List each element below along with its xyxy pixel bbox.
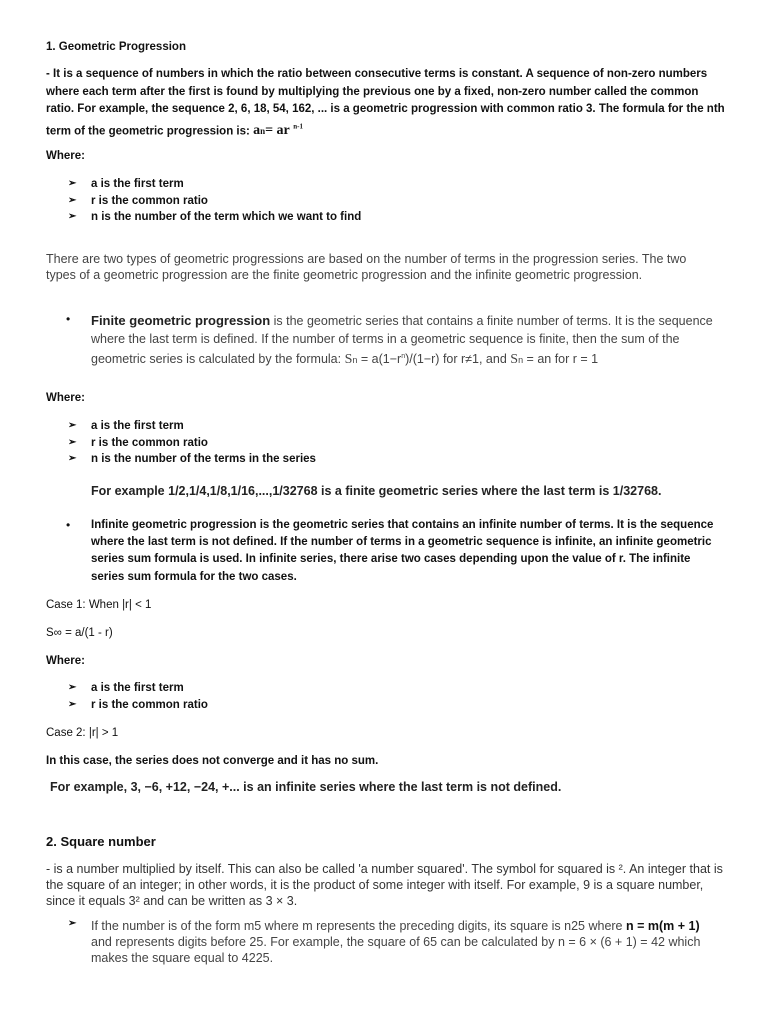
arrow-bullet-icon: ➢ bbox=[68, 698, 77, 710]
case-1-formula: S∞ = a/(1 - r) bbox=[46, 627, 113, 639]
where-list-1 bbox=[68, 176, 361, 226]
arrow-bullet-icon: ➢ bbox=[68, 453, 77, 464]
list-item: ➢ r is the common ratio bbox=[68, 435, 316, 452]
list-item: ➢ r is the common ratio bbox=[68, 193, 361, 210]
square-bullet: If the number is of the form m5 where m represents the preceding digits, its square is n25 where n = m(m + 1) and represents digits before 25. For example, the square of 65 can be calculated by n = 6 × (6 + 1) = 42 which makes the square equal to 4225. bbox=[91, 919, 701, 965]
list-item: ➢ r is the common ratio bbox=[68, 697, 208, 714]
section-1-title: 1. Geometric Progression bbox=[46, 41, 186, 53]
list-item: ➢ a is the first term bbox=[68, 176, 361, 193]
bullet-dot-icon: • bbox=[66, 312, 71, 326]
list-item: ➢ n is the number of the term which we want to find bbox=[68, 209, 361, 226]
finite-gp-term: Finite geometric progression bbox=[91, 313, 271, 328]
arrow-bullet-icon: ➢ bbox=[68, 211, 77, 222]
bullet-dot-icon: • bbox=[66, 518, 71, 532]
case-1-label: Case 1: When |r| < 1 bbox=[46, 599, 152, 611]
arrow-bullet-icon: ➢ bbox=[68, 178, 77, 189]
where-list-2 bbox=[68, 418, 316, 468]
where-label-2: Where: bbox=[46, 392, 85, 404]
where-label-1: Where: bbox=[46, 150, 85, 162]
arrow-bullet-icon: ➢ bbox=[68, 918, 77, 929]
gp-intro-text: - It is a sequence of numbers in which the ratio between consecutive terms is constant. A sequence of non-zero numbers where each term after the first is found by multiplying the previous one by a fixed, non-zero number called the common ratio. For example, the sequence 2, 6, 18, 54, 162, ... is a geometric progression with common ratio 3. The formula for the nth term of the geometric progression is: bbox=[46, 68, 725, 138]
infinite-example: For example, 3, −6, +12, −24, +... is an infinite series where the last term is not defined. bbox=[50, 780, 562, 794]
list-item: ➢ a is the first term bbox=[68, 418, 316, 435]
list-item: ➢ n is the number of the terms in the series bbox=[68, 451, 316, 468]
arrow-bullet-icon: ➢ bbox=[68, 420, 77, 431]
case-2-label: Case 2: |r| > 1 bbox=[46, 727, 119, 739]
infinite-gp-paragraph: Infinite geometric progression is the geometric series that contains an infinite number of terms. It is the sequence where the last term is not defined. If the number of terms in a geometric sequence is infinite, an infinite geometric series sum formula is used. In infinite series, there arise two cases depending upon the value of r. The infinite series sum formula for the two cases. bbox=[91, 519, 714, 583]
section-2-title: 2. Square number bbox=[46, 834, 156, 849]
arrow-bullet-icon: ➢ bbox=[68, 436, 77, 448]
types-paragraph: There are two types of geometric progressions are based on the number of terms in the progression series. The two types of a geometric progression are the finite geometric progression and the infinite geometric progression. bbox=[46, 252, 687, 282]
square-number-paragraph: - is a number multiplied by itself. This can also be called 'a number squared'. The symbol for squared is ². An integer that is the square of an integer; in other words, it is the product of some integer with itself. For example, 9 is a square number, since it equals 3² and can be written as 3 × 3. bbox=[46, 862, 723, 908]
finite-gp-paragraph: Finite geometric progression is the geometric series that contains a finite number of terms. It is the sequence where the last term is defined. If the number of terms in a geometric sequence is finite, then the sum of the geometric series is calculated by the formula: $Sn = a(1-r^n)/(1-r)$ for r≠1, and Sn = an for r = 1 bbox=[91, 313, 713, 368]
nth-term-formula: an= ar $^{n-1}$ bbox=[253, 122, 304, 139]
arrow-bullet-icon: ➢ bbox=[68, 682, 77, 693]
list-item: ➢ a is the first term bbox=[68, 680, 208, 697]
arrow-bullet-icon: ➢ bbox=[68, 194, 77, 206]
finite-example: For example 1/2,1/4,1/8,1/16,...,1/32768 is a finite geometric series where the last term is 1/32768. bbox=[91, 484, 662, 498]
where-label-3: Where: bbox=[46, 655, 85, 667]
square-formula: n = m(m + 1) bbox=[625, 919, 700, 933]
case-2-text: In this case, the series does not converge and it has no sum. bbox=[46, 755, 379, 767]
gp-intro bbox=[46, 66, 726, 141]
where-list-3 bbox=[68, 680, 208, 713]
